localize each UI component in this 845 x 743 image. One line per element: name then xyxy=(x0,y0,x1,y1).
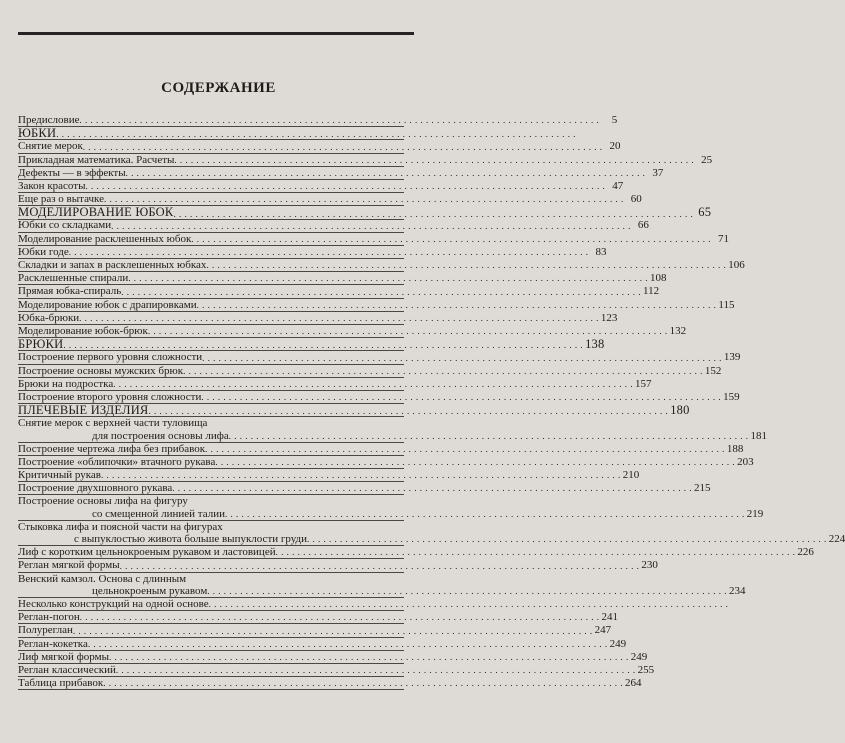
toc-leader-dots xyxy=(276,546,796,558)
toc-entry xyxy=(18,219,649,233)
toc-entry-title: Реглан-кокетка xyxy=(18,637,88,650)
toc-leader-dots xyxy=(128,272,648,284)
top-rule xyxy=(18,32,414,35)
toc-entry xyxy=(18,351,741,364)
toc-entry xyxy=(18,179,624,193)
toc-entry-page: 138 xyxy=(585,337,605,352)
toc-entry-page: 249 xyxy=(630,650,648,663)
toc-leader-dots xyxy=(80,114,600,126)
toc-entry-page: 65 xyxy=(698,205,712,220)
toc-entry xyxy=(18,598,404,611)
toc-entry-page: 210 xyxy=(622,469,640,482)
toc-leader-dots xyxy=(229,430,749,442)
toc-entry-title: Прямая юбка-спираль xyxy=(18,285,122,298)
toc-entry-page: 66 xyxy=(637,219,649,232)
toc-entry-page: 20 xyxy=(609,140,621,153)
toc-entry-title: Реглан классический xyxy=(18,663,116,676)
toc-leader-dots xyxy=(126,167,646,179)
toc-leader-dots xyxy=(201,391,721,403)
toc-entry-page: 37 xyxy=(652,166,664,179)
toc-leader-dots xyxy=(69,246,589,258)
toc-entry-title: МОДЕЛИРОВАНИЕ ЮБОК xyxy=(18,205,174,220)
toc-entry-title: Построение первого уровня сложности xyxy=(18,351,203,364)
toc-leader-dots xyxy=(202,352,722,364)
toc-leader-dots xyxy=(148,325,668,337)
toc-entry-title: Реглан-погон xyxy=(18,611,80,624)
toc-leader-dots xyxy=(109,651,629,663)
toc-entry xyxy=(18,272,667,285)
toc-entry-page: 203 xyxy=(737,455,754,468)
toc-entry xyxy=(18,442,744,456)
toc-entry-title: Юбки со складками xyxy=(18,219,112,232)
toc-entry-title: Лиф мягкой формы xyxy=(18,650,109,663)
toc-entry-title: Дефекты — в эффекты xyxy=(18,166,126,179)
toc-leader-dots xyxy=(120,560,640,572)
toc-entry xyxy=(18,140,621,153)
toc-entry-title: Снятие мерок xyxy=(18,140,83,153)
toc-leader-dots xyxy=(80,611,600,623)
toc-leader-dots xyxy=(79,312,599,324)
toc-entry xyxy=(18,495,764,520)
toc-entry-title: Брюки на подростка xyxy=(18,377,114,390)
toc-entry-page: 241 xyxy=(601,611,618,624)
toc-entry xyxy=(18,232,730,246)
toc-entry xyxy=(18,572,746,598)
toc-leader-dots xyxy=(307,533,827,545)
toc-entry-page: 157 xyxy=(634,377,652,390)
toc-leader-dots xyxy=(111,220,631,232)
toc-entry-page: 188 xyxy=(726,442,744,455)
toc-entry-page: 112 xyxy=(643,285,660,298)
toc-entry-title: Моделирование юбок с драпировками xyxy=(18,298,197,311)
toc-leader-dots xyxy=(174,154,694,166)
toc-entry-page: 71 xyxy=(718,232,730,245)
toc-entry-title: Юбки годе xyxy=(18,245,69,258)
toc-entry-page: 215 xyxy=(694,482,711,495)
toc-entry-page: 247 xyxy=(594,624,612,637)
toc-entry-title: Несколько конструкций на одной основе xyxy=(18,597,209,610)
toc-entry-title: Построение двухшовного рукава xyxy=(18,482,173,495)
toc-entry-page: 264 xyxy=(625,677,642,690)
toc-entry-page: 255 xyxy=(637,663,655,676)
toc-entry xyxy=(18,482,711,495)
toc-entry-page: 219 xyxy=(746,507,764,520)
toc-entry xyxy=(18,377,652,391)
toc-entry xyxy=(18,337,605,352)
toc-entry-title-line2: для построения основы лифа xyxy=(92,429,229,442)
toc-leader-dots xyxy=(73,625,593,637)
toc-leader-dots xyxy=(116,664,636,676)
toc-leader-dots xyxy=(101,469,621,481)
toc-entry-title: Критичный рукав xyxy=(18,469,101,482)
toc-entry-title: Еще раз о вытачке xyxy=(18,193,105,206)
toc-leader-dots xyxy=(56,127,576,139)
toc-entry-page: 5 xyxy=(611,113,618,126)
toc-leader-dots xyxy=(104,193,624,205)
toc-entry-title-line1: Венский камзол. Основа с длинным xyxy=(18,572,187,585)
toc-leader-dots xyxy=(121,286,641,298)
toc-entry xyxy=(18,637,627,651)
toc-entry-page: 224 xyxy=(828,533,845,546)
toc-entry-title: Предисловие xyxy=(18,113,80,126)
toc-entry xyxy=(18,611,618,624)
toc-leader-dots xyxy=(183,365,703,377)
toc-entry-title-line2: со смещенной линией талии xyxy=(92,507,225,520)
toc-entry-page: 139 xyxy=(723,351,741,364)
toc-entry-title: Построение «облипочки» втачного рукава xyxy=(18,455,216,468)
toc-leader-dots xyxy=(206,259,726,271)
toc-leader-dots xyxy=(209,598,729,610)
toc-leader-dots xyxy=(88,638,608,650)
toc-entry-title: ПЛЕЧЕВЫЕ ИЗДЕЛИЯ xyxy=(18,403,149,418)
toc-entry-title: Построение основы мужских брюк xyxy=(18,364,184,377)
toc-entry-title: БРЮКИ xyxy=(18,337,64,352)
toc-entry-page: 249 xyxy=(609,637,627,650)
toc-entry-title: Складки и запах в расклешенных юбках xyxy=(18,259,207,272)
toc-entry xyxy=(18,285,660,298)
toc-leader-dots xyxy=(197,299,717,311)
toc-entry xyxy=(18,259,745,272)
toc-entry-page: 180 xyxy=(670,403,690,418)
toc-leader-dots xyxy=(207,585,727,597)
toc-entry-title: Моделирование юбок-брюк xyxy=(18,324,148,337)
toc-leader-dots xyxy=(205,443,725,455)
toc-leader-dots xyxy=(63,338,583,350)
toc-entry-page: 106 xyxy=(728,259,745,272)
toc-entry xyxy=(18,205,712,220)
toc-entry-page: 159 xyxy=(723,390,740,403)
toc-entry-title: Построение чертежа лифа без прибавок xyxy=(18,442,206,455)
toc-entry xyxy=(18,324,687,338)
toc-entry xyxy=(18,624,612,637)
toc-leader-dots xyxy=(191,233,711,245)
toc-entry-title: Построение второго уровня сложности xyxy=(18,390,202,403)
toc-entry-page: 152 xyxy=(704,364,722,377)
toc-entry-page: 83 xyxy=(595,245,607,258)
toc-leader-dots xyxy=(113,378,633,390)
toc-entry xyxy=(18,153,713,167)
toc-leader-dots xyxy=(83,141,603,153)
toc-entry xyxy=(18,113,618,127)
toc-entry-title xyxy=(18,521,307,545)
toc-entry-page: 230 xyxy=(641,559,658,572)
toc-entry xyxy=(18,455,754,469)
toc-entry xyxy=(18,166,664,180)
toc-entry xyxy=(18,546,814,559)
toc-entry-title: Моделирование расклешенных юбок xyxy=(18,232,192,245)
toc-entry-page: 115 xyxy=(718,298,735,311)
toc-entry-title-line2: цельнокроеным рукавом xyxy=(92,584,208,597)
toc-leader-dots xyxy=(172,482,692,494)
toc-leader-dots xyxy=(103,677,623,689)
toc-entry-title: Реглан мягкой формы xyxy=(18,559,120,572)
toc-entry-page: 108 xyxy=(650,272,667,285)
toc-entry-title: Лиф с коротким цельнокроеным рукавом и ластовицей xyxy=(18,546,276,559)
toc-entry-title: Прикладная математика. Расчеты xyxy=(18,153,175,166)
toc-entry xyxy=(18,298,735,312)
toc-entry-title-line1: Снятие мерок с верхней части туловища xyxy=(18,417,208,430)
toc-entry-title: Закон красоты xyxy=(18,179,86,192)
toc-entry xyxy=(18,311,618,325)
toc-entry xyxy=(18,127,404,140)
toc-entry xyxy=(18,677,642,690)
toc-entry xyxy=(18,245,607,259)
toc-entry-title: Полуреглан xyxy=(18,624,73,637)
toc-entry-page: 234 xyxy=(729,584,746,597)
page-title: СОДЕРЖАНИЕ xyxy=(161,80,276,96)
toc-leader-dots xyxy=(225,508,745,520)
toc-entry-page: 123 xyxy=(600,311,618,324)
toc-leader-dots xyxy=(148,404,668,416)
toc-entry xyxy=(18,403,690,418)
toc-entry-title-line1: Построение основы лифа на фигуру xyxy=(18,495,188,508)
toc-entry-title: ЮБКИ xyxy=(18,126,57,141)
toc-entry-title: Таблица прибавок xyxy=(18,677,104,690)
toc-entry-page: 181 xyxy=(750,429,767,442)
toc-entry xyxy=(18,520,845,546)
toc-leader-dots xyxy=(173,207,693,219)
toc-entry-page: 60 xyxy=(630,193,642,206)
toc-entry-title xyxy=(18,417,229,441)
toc-entry-title-line1: Стыковка лифа и поясной части на фигурах xyxy=(18,520,223,533)
toc-entry xyxy=(18,559,658,572)
toc-entry-title-line2: с выпуклостью живота больше выпуклости груди xyxy=(74,533,308,546)
toc-entry-title xyxy=(18,495,225,519)
toc-entry xyxy=(18,650,648,664)
toc-entry-page: 226 xyxy=(797,546,814,559)
toc-entry-page: 47 xyxy=(612,179,624,192)
toc-entry xyxy=(18,364,722,378)
toc-entry xyxy=(18,469,640,482)
toc-entry-title xyxy=(18,573,207,597)
toc-leader-dots xyxy=(85,180,605,192)
toc-leader-dots xyxy=(215,456,735,468)
table-of-contents xyxy=(18,113,845,690)
toc-entry xyxy=(18,417,767,442)
toc-entry-title: Расклешенные спирали xyxy=(18,272,129,285)
toc-entry-page: 25 xyxy=(701,153,713,166)
toc-entry xyxy=(18,663,655,677)
toc-entry-title: Юбка-брюки xyxy=(18,311,80,324)
toc-entry-page: 132 xyxy=(669,324,687,337)
